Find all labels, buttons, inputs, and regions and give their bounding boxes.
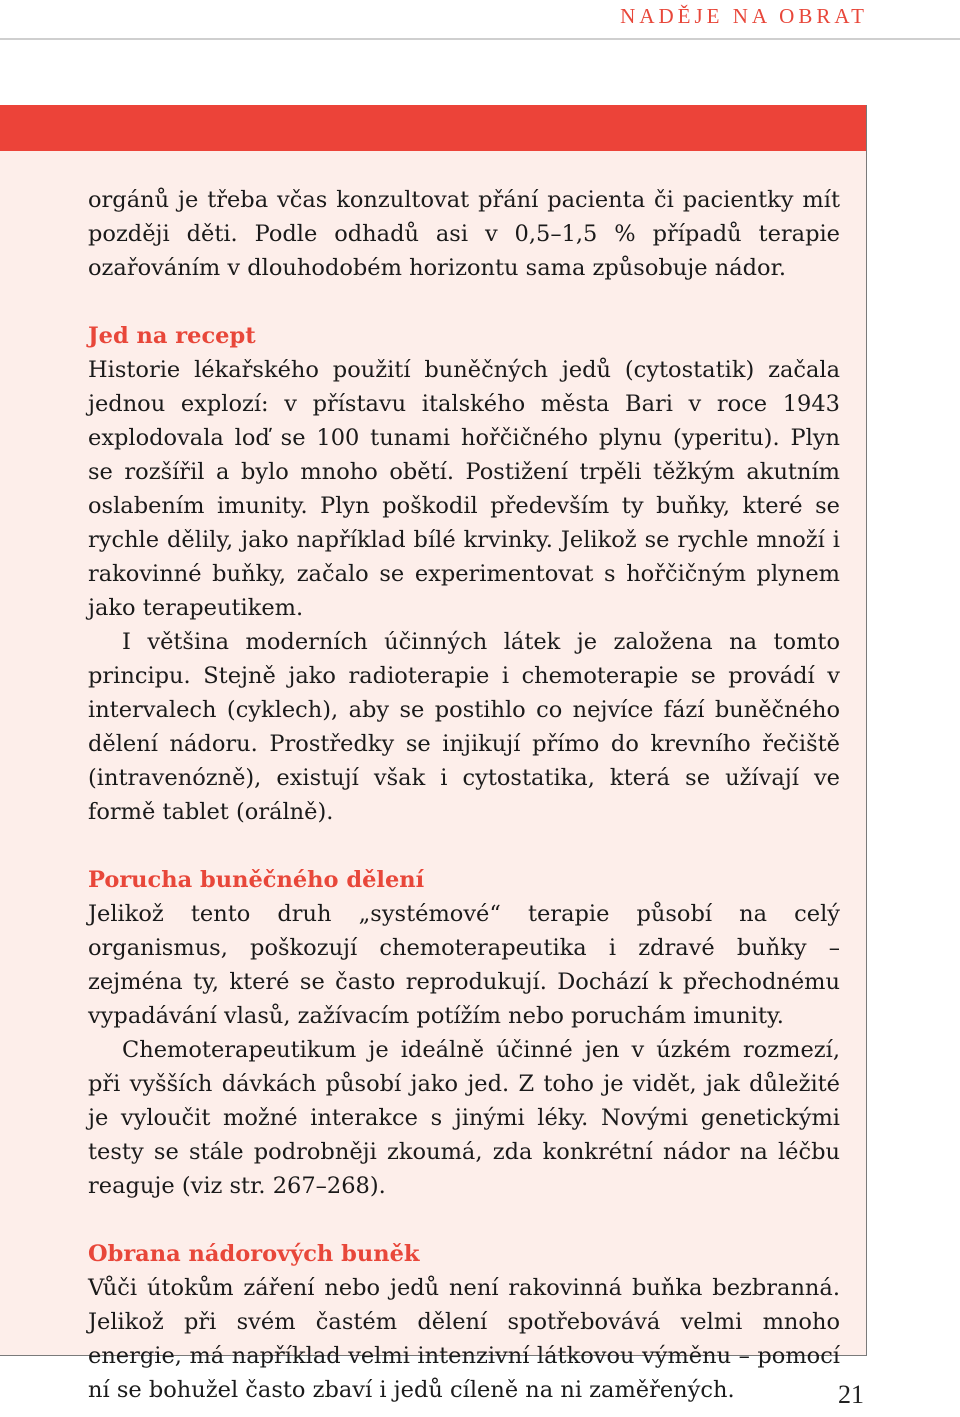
section-heading: Obrana nádorových buněk <box>88 1241 420 1267</box>
section-jed-na-recept <box>88 319 840 829</box>
intro-paragraph: orgánů je třeba včas konzultovat přání pacienta či pacientky mít později děti. Podle odhadů asi v 0,5–1,5 % případů terapie ozařováním v dlouhodobém horizontu sama způsobuje nádor. <box>88 187 840 281</box>
header-divider <box>0 38 960 40</box>
section-paragraph: Jelikož tento druh „systémové“ terapie působí na celý organismus, poškozují chemoterapeutika i zdravé buňky – zejména ty, které se často reprodukují. Dochází k přechodnému vypadávání vlasů, zažívacím potížím nebo poruchám imunity. <box>88 901 840 1029</box>
page-number: 21 <box>838 1380 864 1409</box>
info-box-top-bar <box>0 105 866 151</box>
info-box-content <box>88 183 840 1407</box>
section-heading: Jed na recept <box>88 323 256 349</box>
running-head: NADĚJE NA OBRAT <box>620 4 868 28</box>
section-heading: Porucha buněčného dělení <box>88 867 425 893</box>
section-paragraph: I většina moderních účinných látek je založena na tomto principu. Stejně jako radioterapie i chemoterapie se provádí v intervalech (cyklech), aby se postihlo co nejvíce fází buněčného dělení nádoru. Prostředky se injikují přímo do krevního řečiště (intravenózně), existují však i cytostatika, která se užívají ve formě tablet (orálně). <box>88 629 840 825</box>
section-paragraph: Vůči útokům záření nebo jedů není rakovinná buňka bezbranná. Jelikož při svém častém dělení spotřebovává velmi mnoho energie, má například velmi intenzivní látkovou výměnu – pomocí ní se bohužel často zbaví i jedů cíleně na ni zaměřených. <box>88 1275 840 1403</box>
section-paragraph: Chemoterapeutikum je ideálně účinné jen v úzkém rozmezí, při vyšších dávkách působí jako jed. Z toho je vidět, jak důležité je vyloučit možné interakce s jinými léky. Novými genetickými testy se stále podrobněji zkoumá, zda konkrétní nádor na léčbu reaguje (viz str. 267–268). <box>88 1037 840 1199</box>
section-porucha-buneckeho-deleni <box>88 863 840 1203</box>
section-paragraph: Historie lékařského použití buněčných jedů (cytostatik) začala jednou explozí: v přístavu italského města Bari v roce 1943 explodovala loď se 100 tunami hořčičného plynu (yperitu). Plyn se rozšířil a bylo mnoho obětí. Postižení trpěli těžkým akutním oslabením imunity. Plyn poškodil především ty buňky, které se rychle dělily, jako například bílé krvinky. Jelikož se rychle množí i rakovinné buňky, začalo se experimentovat s hořčičným plynem jako terapeutikem. <box>88 357 840 621</box>
section-obrana-nadorovych-bunek <box>88 1237 840 1407</box>
